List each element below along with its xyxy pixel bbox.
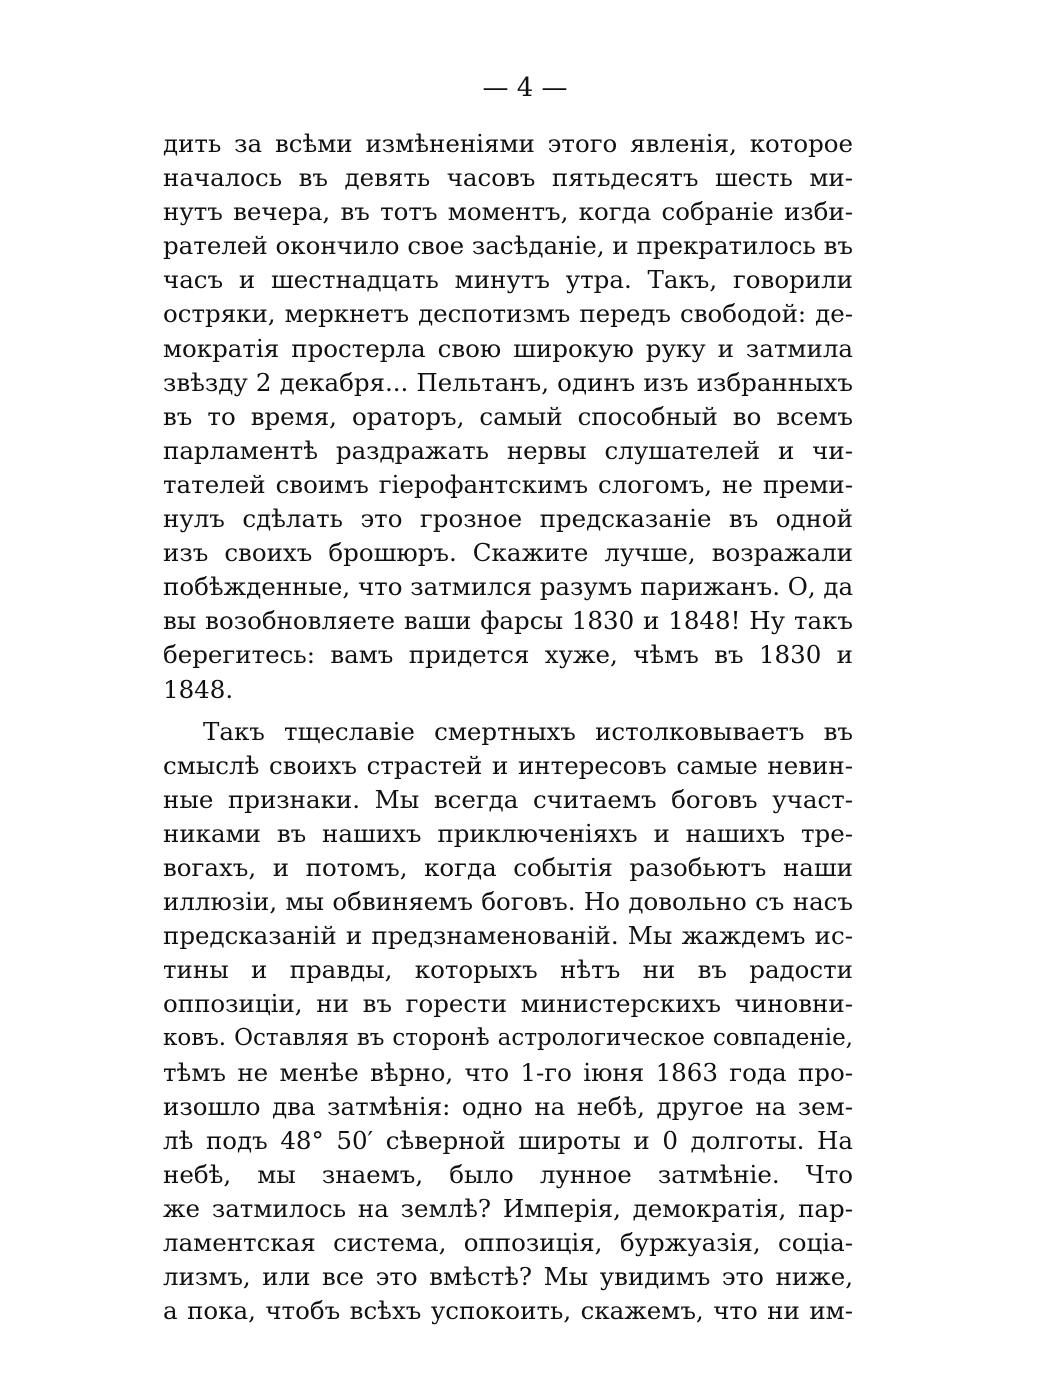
body-text bbox=[163, 127, 853, 1328]
text-line: нулъ сдѣлать это грозное предсказаніе въ одной bbox=[163, 504, 853, 534]
text-line: тины и правды, которыхъ нѣтъ ни въ радости bbox=[163, 955, 853, 985]
text-line: парламентѣ раздражать нервы слушателей и чи- bbox=[163, 435, 853, 465]
text-line: а пока, чтобъ всѣхъ успокоить, скажемъ, что ни им- bbox=[163, 1296, 853, 1326]
page-number: — 4 — bbox=[482, 73, 568, 103]
text-line: въ то время, ораторъ, самый способный во всемъ bbox=[163, 401, 853, 431]
text-line: берегитесь: вамъ придется хуже, чѣмъ въ 1830 и bbox=[163, 640, 853, 670]
text-line: ламентская система, оппозиція, буржуазія, соціа- bbox=[163, 1228, 853, 1257]
text-line: мократія простерла свою широкую руку и затмила bbox=[163, 333, 853, 363]
paragraph bbox=[163, 715, 853, 1329]
text-line: Такъ тщеславіе смертныхъ истолковываетъ въ bbox=[203, 716, 853, 746]
text-line: ковъ. Оставляя въ сторонѣ астрологическое совпаденіе, bbox=[163, 1025, 853, 1052]
text-line: звѣзду 2 декабря... Пельтанъ, одинъ изъ избранныхъ bbox=[163, 367, 853, 397]
text-line: тѣмъ не менѣе вѣрно, что 1-го іюня 1863 года про- bbox=[163, 1057, 853, 1087]
text-line: вогахъ, и потомъ, когда событія разобьютъ наши bbox=[163, 852, 853, 882]
text-line: ные признаки. Мы всегда считаемъ боговъ участ- bbox=[163, 784, 853, 814]
text-line: небѣ, мы знаемъ, было лунное затмѣніе. Что bbox=[163, 1159, 853, 1189]
text-line: оппозиціи, ни въ горести министерскихъ чиновни- bbox=[163, 989, 853, 1019]
text-line: побѣжденные, что затмился разумъ парижанъ. О, да bbox=[163, 572, 854, 602]
text-line: рателей окончило свое засѣданіе, и прекратилось въ bbox=[163, 231, 853, 261]
text-line: вы возобновляете ваши фарсы 1830 и 1848! Ну такъ bbox=[163, 606, 853, 636]
text-line: никами въ нашихъ приключеніяхъ и нашихъ тре- bbox=[163, 818, 853, 848]
text-line: дить за всѣми измѣненіями этого явленія, которое bbox=[163, 129, 853, 158]
text-line: же затмилось на землѣ? Имперія, демократія, пар- bbox=[163, 1193, 853, 1223]
paragraph bbox=[163, 127, 853, 707]
text-line: тателей своимъ гіерофантскимъ слогомъ, не преми- bbox=[163, 469, 853, 499]
text-line: изошло два затмѣнія: одно на небѣ, другое на зем- bbox=[163, 1091, 853, 1121]
text-line: смыслѣ своихъ страстей и интересовъ самые невин- bbox=[163, 750, 853, 780]
paragraph-gap bbox=[163, 707, 853, 715]
text-line: началось въ девять часовъ пятьдесятъ шесть ми- bbox=[163, 163, 853, 193]
text-line: предсказаній и предзнаменованій. Мы жаждемъ ис- bbox=[163, 921, 853, 951]
text-line: лизмъ, или все это вмѣстѣ? Мы увидимъ это ниже, bbox=[163, 1262, 853, 1292]
text-line: остряки, меркнетъ деспотизмъ передъ свободой: де- bbox=[163, 299, 853, 329]
text-line: 1848. bbox=[163, 674, 234, 704]
text-line: иллюзіи, мы обвиняемъ боговъ. Но довольно съ насъ bbox=[163, 887, 853, 917]
text-line: изъ своихъ брошюръ. Скажите лучше, возражали bbox=[163, 538, 853, 568]
text-line: нутъ вечера, въ тотъ моментъ, когда собраніе изби- bbox=[163, 197, 853, 227]
text-line: лѣ подъ 48° 50′ сѣверной широты и 0 долготы. На bbox=[163, 1125, 853, 1155]
text-line: часъ и шестнадцать минутъ утра. Такъ, говорили bbox=[163, 265, 853, 295]
